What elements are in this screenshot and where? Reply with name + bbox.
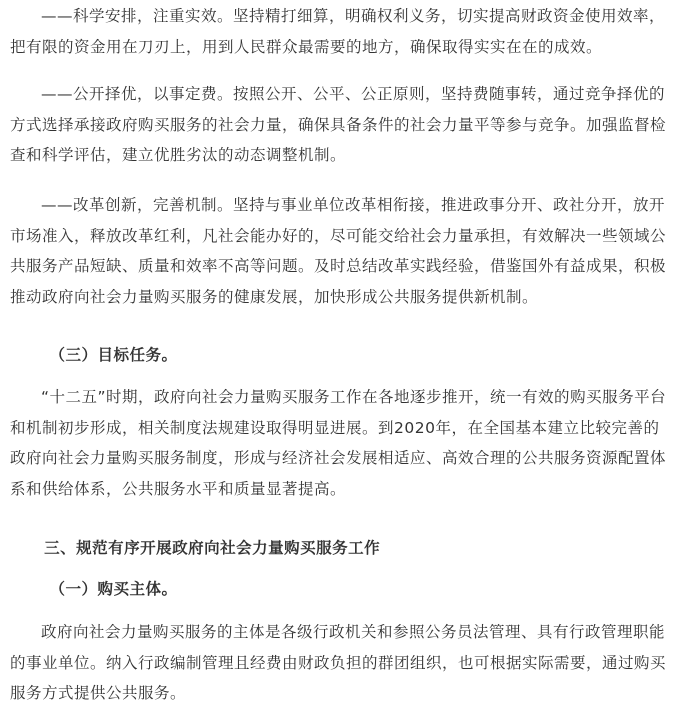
paragraph-scientific-arrangement: ——科学安排，注重实效。坚持精打细算，明确权利义务，切实提高财政资金使用效率，把有限的资金用在刀刃上，用到人民群众最需要的地方，确保取得实实在在的成效。 xyxy=(10,7,666,56)
heading-section-three: 三、规范有序开展政府向社会力量购买服务工作 xyxy=(44,539,381,557)
paragraph-reform-innovation: ——改革创新，完善机制。坚持与事业单位改革相衔接，推进政事分开、政社分开，放开市场准入，释放改革红利，凡社会能办好的，尽可能交给社会力量承担，有效解决一些领域公共服务产品短缺、质量和效率不高等问题。及时总结改革实践经验，借鉴国外有益成果，积极推动政府向社会力量购买服务的健康发展，加快形成公共服务提供新机制。 xyxy=(10,196,667,306)
paragraph-purchase-subject: 政府向社会力量购买服务的主体是各级行政机关和参照公务员法管理、具有行政管理职能的事业单位。纳入行政编制管理且经费由财政负担的群团组织，也可根据实际需要，通过购买服务方式提供公共服务。 xyxy=(10,623,667,702)
paragraph-open-selection: ——公开择优，以事定费。按照公开、公平、公正原则，坚持费随事转，通过竞争择优的方式选择承接政府购买服务的社会力量，确保具备条件的社会力量平等参与竞争。加强监督检查和科学评估，建立优胜劣汰的动态调整机制。 xyxy=(10,85,667,164)
heading-purchase-subject: （一）购买主体。 xyxy=(49,580,178,598)
paragraph-twelfth-five-year: “十二五”时期，政府向社会力量购买服务工作在各地逐步推开，统一有效的购买服务平台和机制初步形成，相关制度法规建设取得明显进展。到2020年，在全国基本建立比较完善的政府向社会力量购买服务制度，形成与经济社会发展相适应、高效合理的公共服务资源配置体系和供给体系，公共服务水平和质量显著提高。 xyxy=(10,388,667,498)
heading-target-tasks: （三）目标任务。 xyxy=(49,346,178,364)
